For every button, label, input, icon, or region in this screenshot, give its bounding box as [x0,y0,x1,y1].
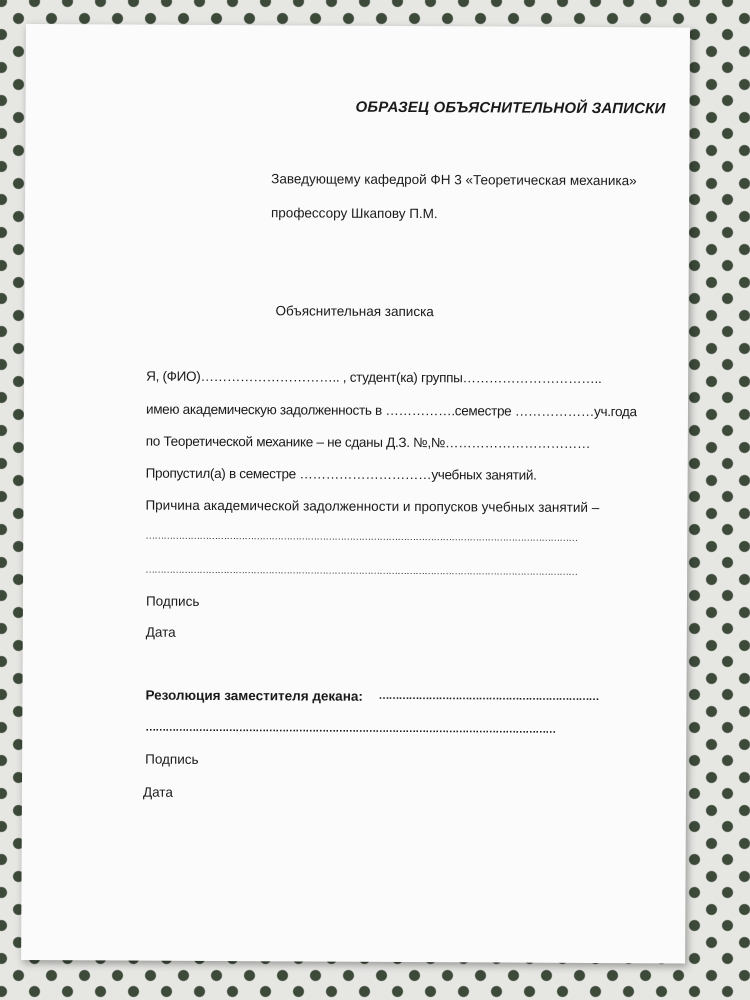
dean-signature-label: Подпись [145,751,199,767]
resolution-dotted-line-1: ………………………………………………………… [378,689,599,704]
resolution-dotted-line-2: …………………………………………………………………………………………………………… [145,721,556,736]
student-date-label: Дата [145,624,176,640]
addressee-line-2: профессору Шкапову П.М. [270,205,438,222]
document-sheet [21,24,690,963]
addressee-line-1: Заведующему кафедрой ФН 3 «Теоретическая механика» [271,171,637,189]
body-line-missed-classes: Пропустил(а) в семестре …………………………учебных занятий. [145,465,537,483]
body-line-name-group: Я, (ФИО)………………………….. , студент(ка) группы………………………….. [146,368,602,387]
body-line-subject: по Теоретической механике – не сданы Д.З. №,№…………………………… [145,433,591,451]
dean-date-label: Дата [142,784,173,800]
document-title: Объяснительная записка [275,303,434,320]
body-line-academic-debt: имею академическую задолженность в …………….семестре ………………уч.года [145,401,637,420]
body-line-reason: Причина академической задолженности и пропусков учебных занятий – [145,497,600,516]
student-signature-label: Подпись [145,593,200,609]
body-dotted-line-2: ……………………………………………………………………………………………………………………………… [145,564,578,578]
resolution-label: Резолюция заместителя декана: [145,687,363,704]
body-dotted-line-1: ……………………………………………………………………………………………………………………………… [145,530,578,544]
document-heading: ОБРАЗЕЦ ОБЪЯСНИТЕЛЬНОЙ ЗАПИСКИ [355,98,666,118]
